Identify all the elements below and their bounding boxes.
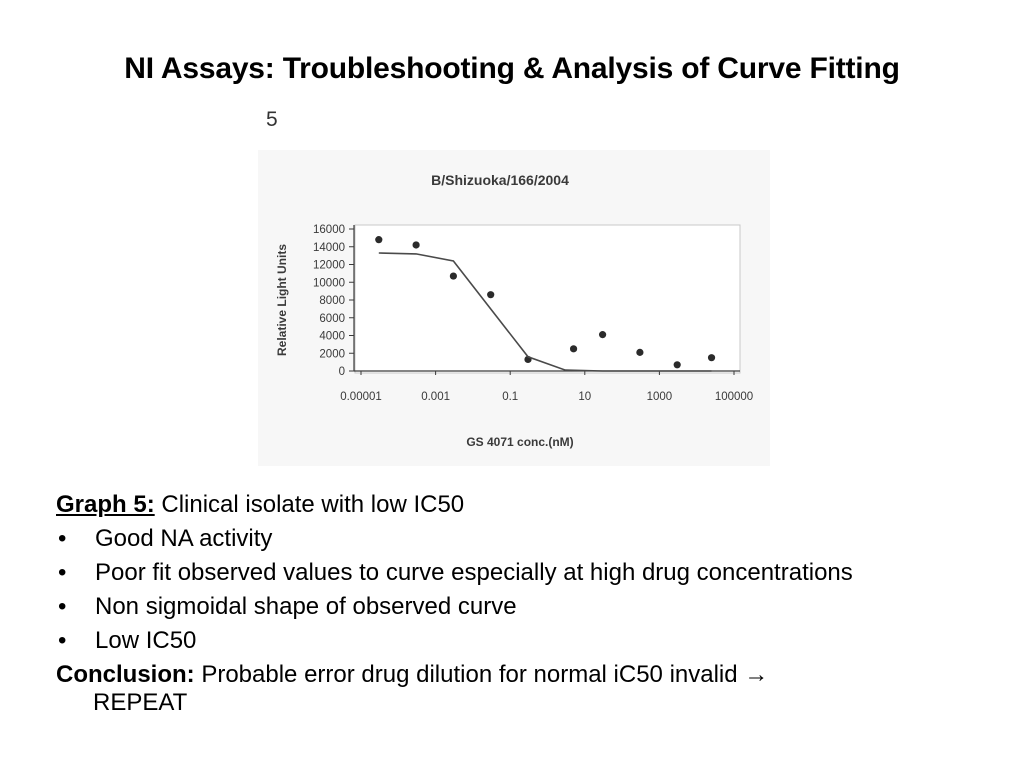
data-point [375,236,382,243]
slide-title: NI Assays: Troubleshooting & Analysis of Curve Fitting [124,52,900,85]
bullet-item [56,522,1006,556]
conclusion-label: Conclusion: [56,661,195,688]
chart-container [258,150,770,466]
y-tick-label: 6000 [319,312,345,325]
bullet-item [56,556,1006,590]
conclusion [56,661,1006,717]
bullet-text: Low IC50 [95,627,197,654]
y-tick-label: 2000 [319,348,345,361]
graph-label: Graph 5: [56,491,155,518]
data-point [599,331,606,338]
conclusion-text: Probable error drug dilution for normal iC50 invalid → [201,661,769,688]
bullet-item [56,624,1006,658]
bullet-item [56,590,1006,624]
notes [56,488,1006,717]
y-tick-label: 14000 [313,241,345,254]
conclusion-continuation: REPEAT [93,689,188,716]
bullet-marker: • [58,559,67,586]
data-point [570,345,577,352]
y-tick-label: 16000 [313,224,345,236]
x-tick-label: 10 [578,391,592,403]
bullet-marker: • [58,525,67,552]
chart-title: B/Shizuoka/166/2004 [431,172,569,188]
graph-caption [56,488,1006,522]
y-tick-label: 4000 [319,330,345,343]
x-tick-label: 1000 [646,391,673,403]
y-tick-label: 0 [338,366,345,378]
y-tick-label: 10000 [313,277,345,290]
data-point [412,241,419,248]
x-tick-label: 100000 [714,391,754,403]
x-tick-label: 0.00001 [340,391,382,403]
bullet-text: Non sigmoidal shape of observed curve [95,593,517,620]
data-point [450,272,457,279]
bullet-marker: • [58,593,67,620]
chart-svg [258,150,770,466]
bullet-marker: • [58,627,67,654]
data-point [674,361,681,368]
y-axis-label: Relative Light Units [275,243,289,357]
x-tick-label: 0.1 [502,391,519,403]
graph-description: Clinical isolate with low IC50 [161,491,465,518]
bullet-text: Poor fit observed values to curve especially at high drug concentrations [95,559,853,586]
plot-area-frame [355,225,740,373]
data-point [708,354,715,361]
x-axis-label: GS 4071 conc.(nM) [466,435,574,449]
y-tick-label: 8000 [319,295,345,307]
x-tick-label: 0.001 [421,391,450,403]
data-point [636,349,643,356]
data-point [487,291,494,298]
bullet-text: Good NA activity [95,525,273,552]
y-tick-label: 12000 [313,259,345,272]
graph-number: 5 [266,108,278,131]
